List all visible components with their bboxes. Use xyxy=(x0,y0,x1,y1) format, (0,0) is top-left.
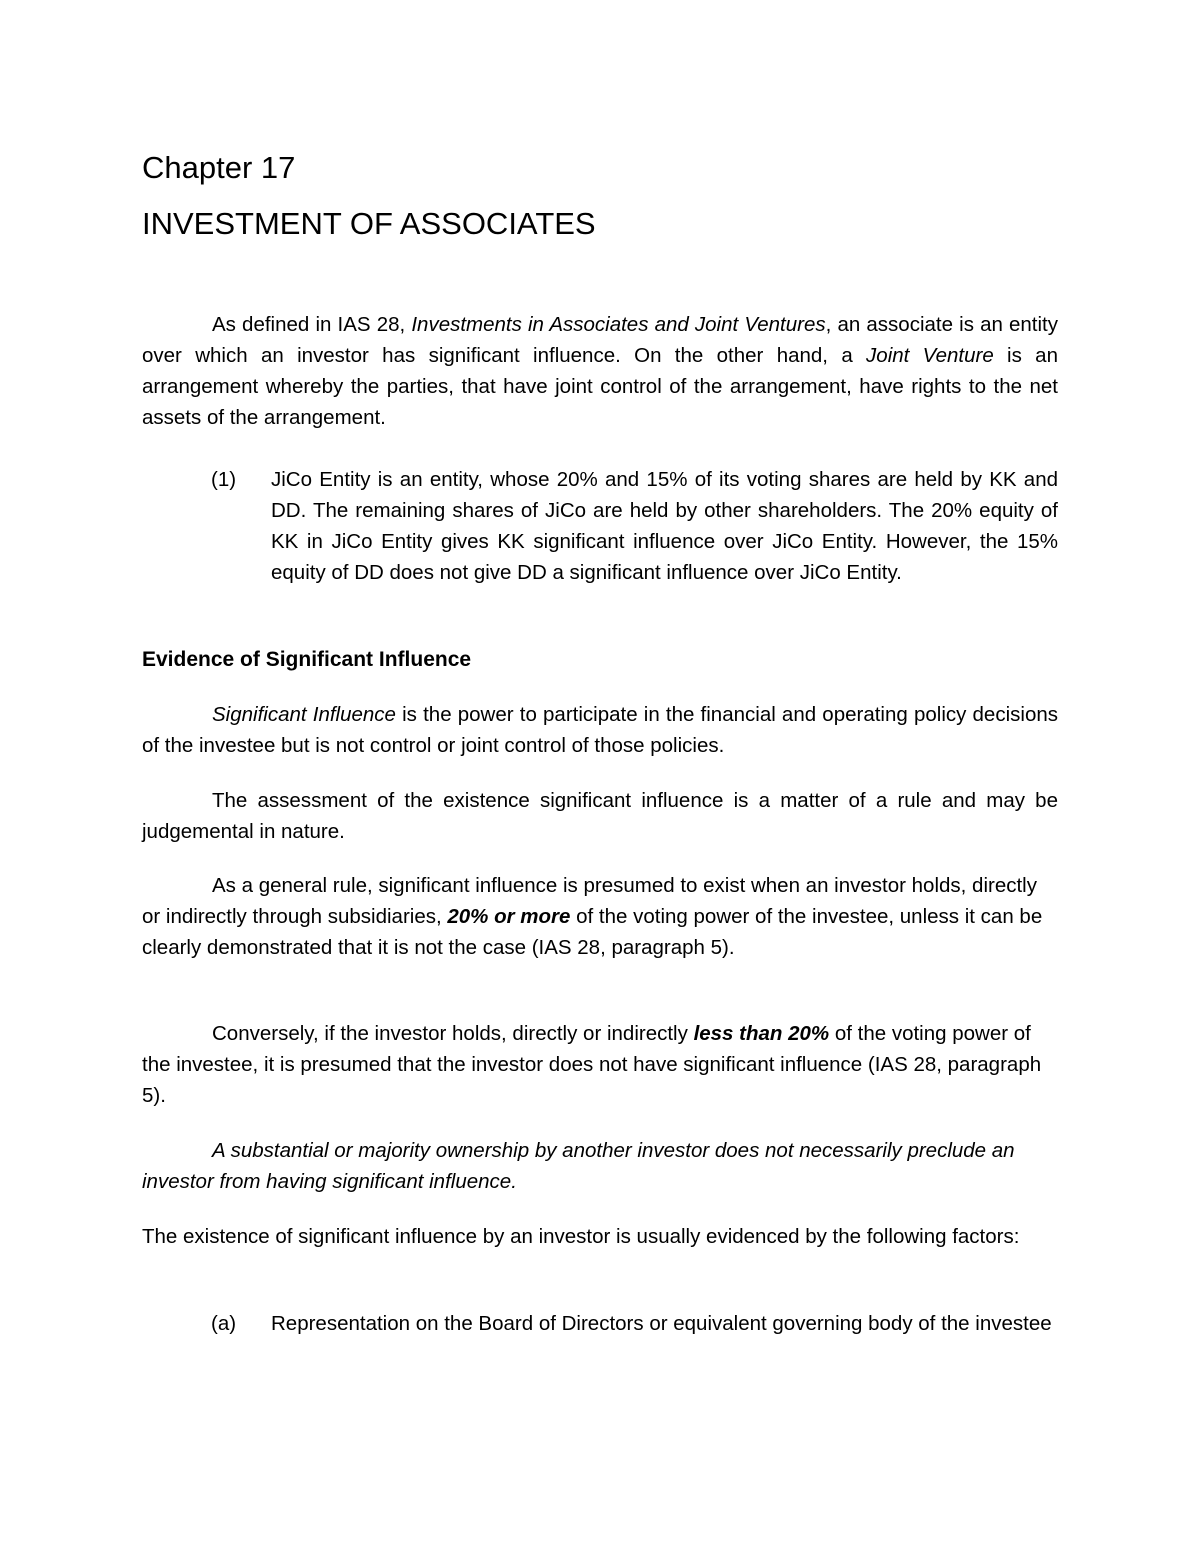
chapter-title: INVESTMENT OF ASSOCIATES xyxy=(142,206,596,241)
intro-text-2: , an associate is an entity over which an investor has significant influence. On the other hand, a xyxy=(142,313,1059,367)
conversely-paragraph xyxy=(142,1018,1058,1111)
substantial-paragraph: A substantial or majority ownership by another investor does not necessarily preclude an investor from having significant influence. xyxy=(142,1139,1015,1193)
list-marker: (1) xyxy=(211,468,237,491)
intro-text-1: As defined in IAS 28, xyxy=(212,313,412,336)
intro-italic-standard-name: Investments in Associates and Joint Ventures xyxy=(411,313,826,336)
list-marker: (a) xyxy=(211,1312,237,1335)
intro-italic-joint-venture: Joint Venture xyxy=(866,344,994,367)
example-list xyxy=(211,464,1058,588)
factors-intro-paragraph: The existence of significant influence by an investor is usually evidenced by the following factors: xyxy=(142,1225,1020,1248)
conversely-text-1: Conversely, if the investor holds, directly or indirectly xyxy=(212,1022,694,1045)
list-item xyxy=(211,464,1058,588)
general-rule-text-2: of the voting power of the investee, unless it can be clearly demonstrated that it is not the case (IAS 28, paragraph 5). xyxy=(142,905,1043,959)
conversely-emphasis: less than 20% xyxy=(693,1022,830,1045)
general-rule-emphasis: 20% or more xyxy=(447,905,571,928)
chapter-label: Chapter 17 xyxy=(142,150,296,185)
factors-list xyxy=(211,1308,1058,1339)
assessment-paragraph: The assessment of the existence significant influence is a matter of a rule and may be judgemental in nature. xyxy=(142,789,1058,843)
definition-term: Significant Influence xyxy=(212,703,396,726)
conversely-text-2: of the voting power of the investee, it is presumed that the investor does not have significant influence (IAS 28, paragraph 5). xyxy=(142,1022,1042,1107)
list-item-text: JiCo Entity is an entity, whose 20% and 15% of its voting shares are held by KK and DD. The remaining shares of JiCo are held by other shareholders. The 20% equity of KK in JiCo Entity gives KK significant influence over JiCo Entity. However, the 15% equity of DD does not give DD a significant influence over JiCo Entity. xyxy=(271,468,1058,584)
definition-paragraph xyxy=(142,699,1058,761)
general-rule-paragraph xyxy=(142,870,1058,963)
intro-paragraph xyxy=(142,309,1058,433)
intro-text-3: is an arrangement whereby the parties, that have joint control of the arrangement, have rights to the net assets of the arrangement. xyxy=(142,344,1058,429)
definition-text: is the power to participate in the financial and operating policy decisions of the investee but is not control or joint control of those policies. xyxy=(142,703,1058,757)
list-item-text: Representation on the Board of Directors or equivalent governing body of the investee xyxy=(271,1312,1052,1335)
list-item xyxy=(211,1308,1058,1339)
general-rule-text-1: As a general rule, significant influence is presumed to exist when an investor holds, directly or indirectly through subsidiaries, xyxy=(142,874,1037,928)
section-heading: Evidence of Significant Influence xyxy=(142,648,472,671)
